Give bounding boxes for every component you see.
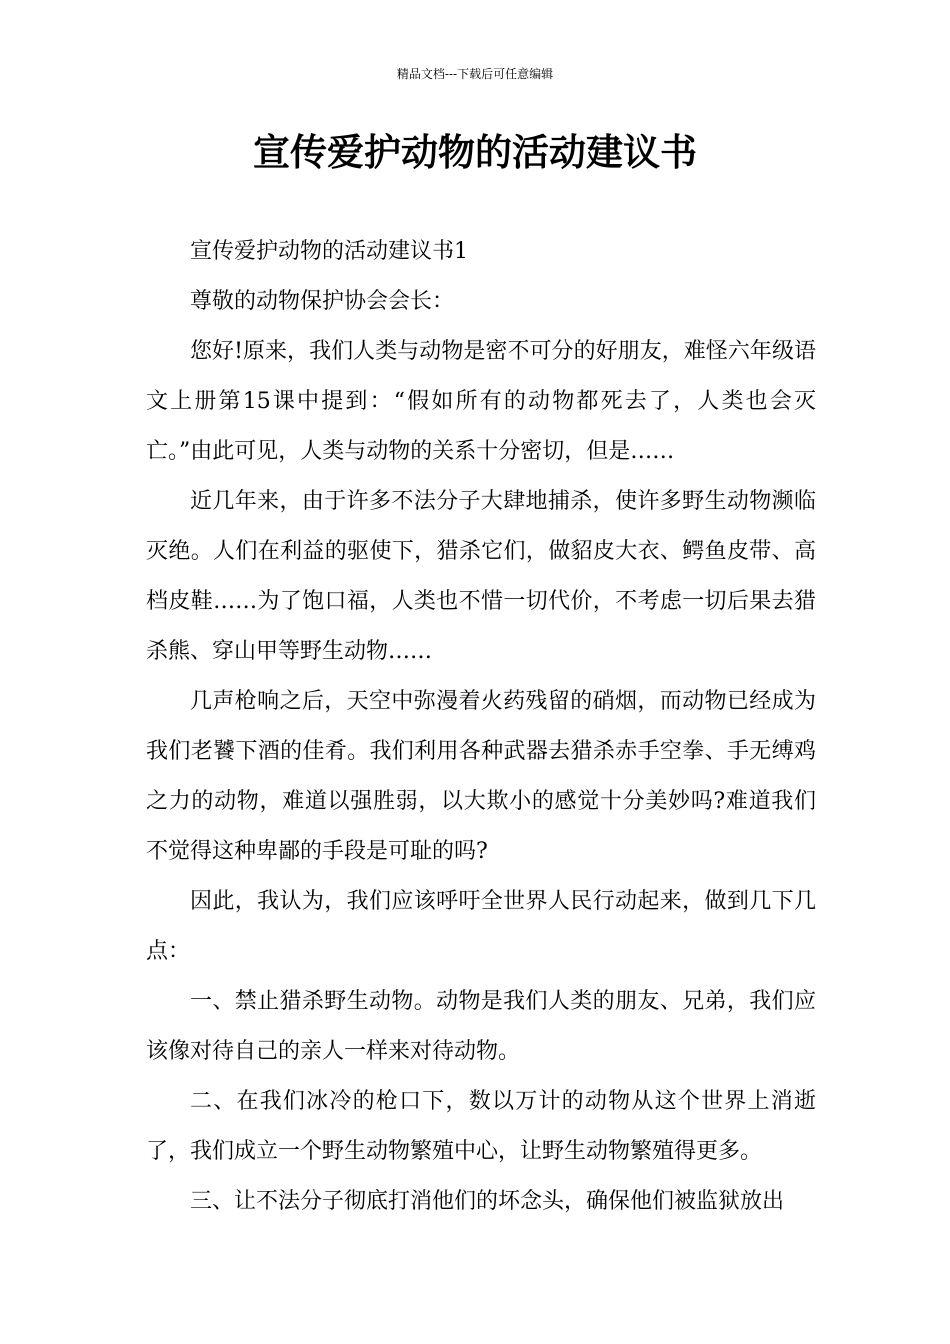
- paragraph-point-three: 三、让不法分子彻底打消他们的坏念头，确保他们被监狱放出: [190, 1189, 785, 1214]
- paragraph-appeal: 因此，我认为，我们应该呼吁全世界人民行动起来，做到几下几点：: [146, 889, 816, 964]
- document-body: [146, 227, 816, 1227]
- paragraph-greeting: 您好!原来，我们人类与动物是密不可分的好朋友，难怪六年级语文上册第15课中提到：“假如所有的动物都死去了，人类也会灭亡。”由此可见，人类与动物的关系十分密切，但是……: [146, 339, 816, 464]
- paragraph-hunting: 近几年来，由于许多不法分子大肆地捕杀，使许多野生动物濒临灭绝。人们在利益的驱使下，猎杀它们，做貂皮大衣、鳄鱼皮带、高档皮鞋……为了饱口福，人类也不惜一切代价，不考虑一切后果去猎杀熊、穿山甲等野生动物……: [146, 489, 816, 664]
- paragraph-subtitle: 宣传爱护动物的活动建议书1: [190, 239, 468, 264]
- paragraph-point-two: 二、在我们冰冷的枪口下，数以万计的动物从这个世界上消逝了，我们成立一个野生动物繁殖中心，让野生动物繁殖得更多。: [146, 1089, 816, 1164]
- document-title: 宣传爱护动物的活动建议书: [253, 131, 697, 174]
- paragraph-gunshots: 几声枪响之后，天空中弥漫着火药残留的硝烟，而动物已经成为我们老饕下酒的佳肴。我们利用各种武器去猎杀赤手空拳、手无缚鸡之力的动物，难道以强胜弱，以大欺小的感觉十分美妙吗?难道我们不觉得这种卑鄙的手段是可耻的吗?: [146, 689, 816, 864]
- paragraph-salutation: 尊敬的动物保护协会会长：: [190, 289, 455, 314]
- header-note: 精品文档---下载后可任意编辑: [396, 67, 554, 81]
- paragraph-point-one: 一、禁止猎杀野生动物。动物是我们人类的朋友、兄弟，我们应该像对待自己的亲人一样来对待动物。: [146, 989, 816, 1064]
